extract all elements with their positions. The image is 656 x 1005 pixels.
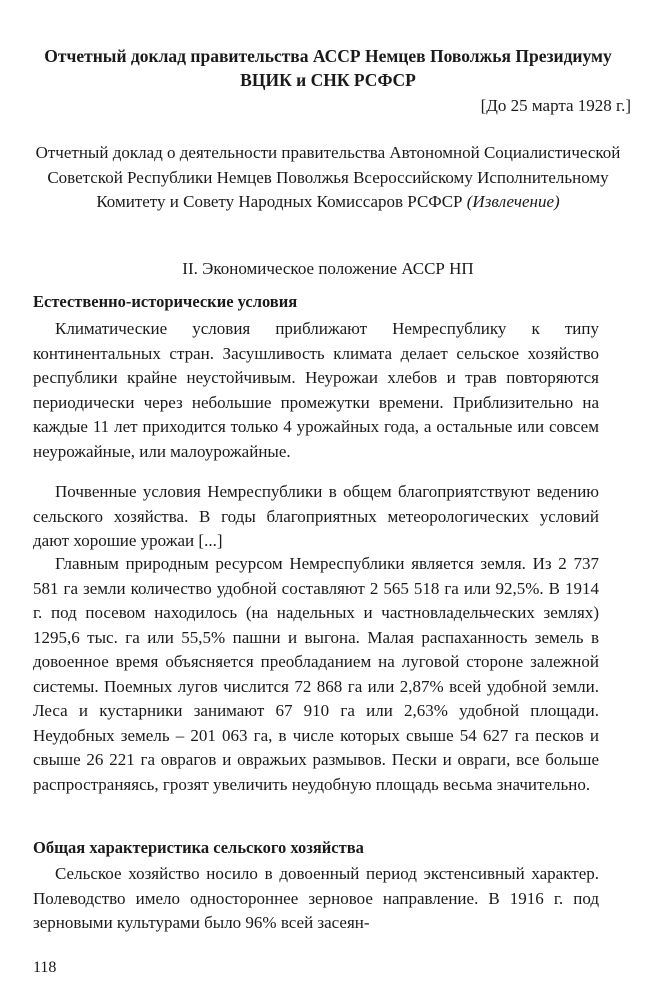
document-title: Отчетный доклад правительства АССР Немцев Поволжья Президиуму ВЦИК и СНК РСФСР (44, 46, 612, 90)
heading-natural-conditions: Естественно-исторические условия (33, 292, 298, 311)
document-date: [До 25 марта 1928 г.] (480, 96, 631, 115)
subtitle-extract-note: (Извлечение) (466, 192, 560, 211)
section-title: II. Экономическое положение АССР НП (182, 259, 474, 278)
document-subtitle (20, 141, 636, 215)
paragraph-soil: Почвенные условия Немреспублики в общем благоприятствуют ведению сельского хозяйства. В годы благоприятных метеорологических условий дают хорошие урожаи [...] (33, 482, 599, 550)
paragraph-agriculture: Сельское хозяйство носило в довоенный период экстенсивный характер. Полеводство имело одностороннее зерновое направление. В 1916 г. под зерновыми культурами было 96% всей засеян- (33, 864, 599, 932)
subtitle-main: Отчетный доклад о деятельности правительства Автономной Социалистической Советской Республики Немцев Поволжья Всероссийскому Исполнительному Комитету и Совету Народных Комиссаров РСФСР (35, 143, 621, 211)
heading-agriculture: Общая характеристика сельского хозяйства (33, 838, 364, 857)
paragraph-climate: Климатические условия приближают Немреспублику к типу континентальных стран. Засушливость климата делает сельское хозяйство республики крайне неустойчивым. Неурожаи хлебов и трав повторяются периодически через небольшие промежутки времени. Приблизительно на каждые 11 лет приходится только 4 урожайных года, а остальные или совсем неурожайные, или малоурожайные. (33, 319, 599, 461)
paragraph-land: Главным природным ресурсом Немреспублики является земля. Из 2 737 581 га земли количество удобной составляют 2 565 518 га или 92,5%. В 1914 г. под посевом находилось (на надельных и частновладельческих землях) 1295,6 тыс. га или 55,5% пашни и выгона. Малая распаханность земель в довоенное время объясняется преобладанием на луговой стороне залежной системы. Поемных лугов числится 72 868 га или 2,87% всей удобной земли. Леса и кустарники занимают 67 910 га или 2,63% удобной площади. Неудобных земель – 201 063 га, в числе которых свыше 54 627 га песков и свыше 26 221 га оврагов и овражьих размывов. Пески и овраги, все больше распространяясь, грозят увеличить неудобную площадь весьма значительно. (33, 554, 599, 794)
page-number: 118 (33, 959, 57, 976)
